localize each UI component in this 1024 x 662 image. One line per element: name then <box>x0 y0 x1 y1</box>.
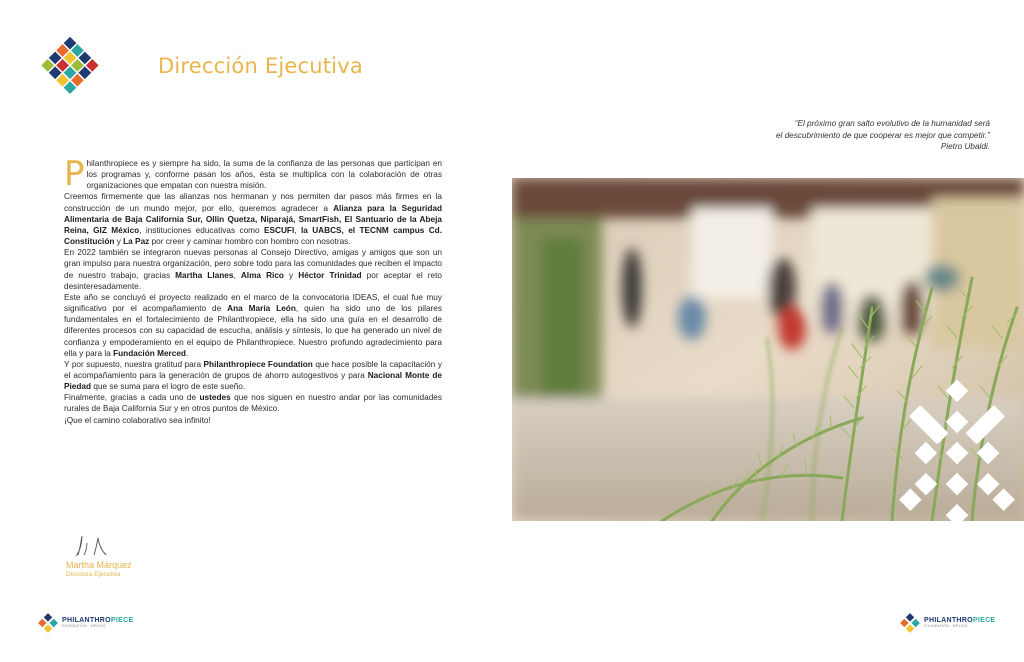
signer-role: Directora Ejecutiva <box>66 571 121 578</box>
footer-tagline: FOUNDATION · MÉXICO <box>924 624 968 629</box>
quote-author: Pietro Ubaldi. <box>940 142 990 151</box>
paragraph-intro: Philanthropiece es y siempre ha sido, la suma de la confianza de las personas que participan en los programas y, conforme pasan los años, ésta se multiplica con la colaboración de otras organizaciones que empatan con nuestra misión. <box>64 154 442 194</box>
philanthropiece-logo <box>40 35 100 95</box>
paragraph-gratitude: Y por supuesto, nuestra gratitud para Philanthropiece Foundation que hace posible la capacitación y el acompañamiento para la generación de grupos de ahorro autogestivos y para Nacional Monte de Piedad que se suma para el logro de este sueño. <box>64 359 442 392</box>
drop-cap: P <box>64 154 85 194</box>
footer-logo-right <box>900 612 995 634</box>
paragraph-closing: ¡Que el camino colaborativo sea infinito! <box>64 415 211 425</box>
mosaic-logo-icon <box>900 613 920 633</box>
signer-name: Martha Márquez <box>66 560 132 570</box>
paragraph-ideas: Este año se concluyó el proyecto realizado en el marco de la convocatoria IDEAS, el cual fue muy significativo por el acompañamiento de Ana María León, quien ha sido uno de los pilares fundamentales en el fortalecimiento de Philanthropiece, ella ha sido una guía en el desarrollo de diferentes procesos con su capacidad de escucha, análisis y síntesis, lo que ha generado un nivel de confianza y empoderamiento en el equipo de Philanthropiece. Nuestro profundo agradecimiento para ella y para la Fundación Merced. <box>64 292 442 358</box>
community-photo <box>512 178 1024 521</box>
paragraph-board: En 2022 también se integraron nuevas personas al Consejo Directivo, amigas y amigos que son un gran impulso para nuestra organización, pero sobre todo para las comunidades que reciben el impacto de nuestro trabajo, gracias Martha Llanes, Alma Rico y Héctor Trinidad por aceptar el reto desinteresadamente. <box>64 248 442 291</box>
footer-logo-left <box>38 612 133 634</box>
footer-wordmark: PHILANTHROPIECE <box>924 617 996 625</box>
letter-body <box>64 154 443 426</box>
quote-line-1: “El próximo gran salto evolutivo de la humanidad será <box>794 119 990 128</box>
footer-tagline: FOUNDATION · MÉXICO <box>62 624 106 629</box>
paragraph-alliances: Creemos firmemente que las alianzas nos hermanan y nos permiten dar pasos más firmes en la construcción de un mundo mejor, por ello, queremos agradecer a Alianza para la Seguridad Alimentaria de Baja California Sur, Ollin Quetza, Niparajá, SmartFish, El Santuario de la Abeja Reina, GIZ México, instituciones educativas como ESCUFI, la UABCS, el TECNM campus Cd. Constitución y La Paz por creer y caminar hombro con hombro con nosotras. <box>64 192 442 247</box>
mosaic-logo-icon <box>38 613 58 633</box>
quote-line-2: el descubrimiento de que cooperar es mejor que competir.” <box>775 130 990 140</box>
footer-wordmark: PHILANTHROPIECE <box>62 617 134 625</box>
paragraph-finally: Finalmente, gracias a cada uno de ustedes que nos siguen en nuestro andar por las comunidades rurales de Baja California Sur y en otros puntos de México. <box>64 393 443 414</box>
page-title: Dirección Ejecutiva <box>158 54 363 78</box>
handwritten-signature <box>72 533 112 559</box>
epigraph-quote <box>610 118 990 153</box>
